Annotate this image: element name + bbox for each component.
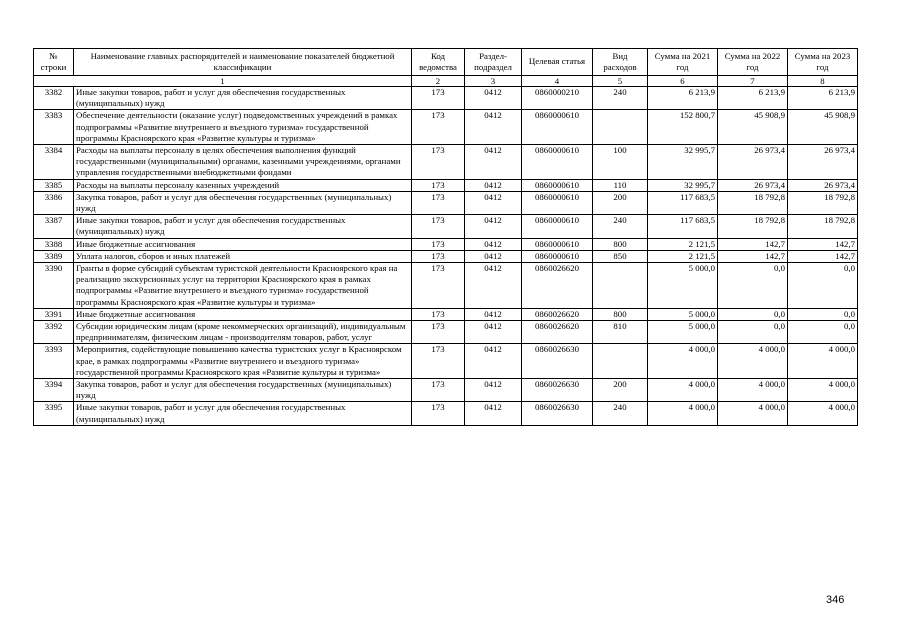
cell-sum-2023: 4 000,0 [788, 379, 858, 402]
cell-name: Иные закупки товаров, работ и услуг для обеспечения государственных (муниципальных) нужд [74, 402, 412, 425]
cell-name: Закупка товаров, работ и услуг для обеспечения государственных (муниципальных) нужд [74, 379, 412, 402]
cell-sum-2023: 45 908,9 [788, 110, 858, 145]
cell-sum-2022: 0,0 [718, 321, 788, 344]
table-body [34, 87, 858, 426]
cell-dept-code: 173 [412, 344, 465, 379]
cell-name: Расходы на выплаты персоналу казенных учреждений [74, 179, 412, 191]
cell-dept-code: 173 [412, 379, 465, 402]
cell-row-no: 3386 [34, 191, 74, 214]
cell-sum-2021: 4 000,0 [648, 344, 718, 379]
cell-name: Расходы на выплаты персоналу в целях обеспечения выполнения функций государственными (муниципальными) органами, казенными учреждениями, органами управления государственными внебюджетными фондами [74, 145, 412, 180]
cell-name: Иные бюджетные ассигнования [74, 238, 412, 250]
budget-table [33, 48, 858, 426]
cell-sum-2022: 26 973,4 [718, 145, 788, 180]
cell-sum-2021: 5 000,0 [648, 263, 718, 309]
cell-dept-code: 173 [412, 87, 465, 110]
cell-row-no: 3385 [34, 179, 74, 191]
cell-target: 0860026630 [522, 344, 593, 379]
cell-dept-code: 173 [412, 215, 465, 238]
table-row [34, 179, 858, 191]
header-dept-code: Код ведомства [412, 49, 465, 76]
cell-name: Обеспечение деятельности (оказание услуг) подведомственных учреждений в рамках подпрограммы «Развитие внутреннего и въездного туризма» государственной программы Красноярского края «Развитие культуры и туризма» [74, 110, 412, 145]
cell-section: 0412 [465, 87, 522, 110]
cell-expense-type: 100 [593, 145, 648, 180]
table-row [34, 191, 858, 214]
header-target: Целевая статья [522, 49, 593, 76]
cell-expense-type: 200 [593, 379, 648, 402]
header-section: Раздел-подраздел [465, 49, 522, 76]
cell-sum-2023: 18 792,8 [788, 191, 858, 214]
table-row [34, 110, 858, 145]
cell-sum-2022: 4 000,0 [718, 379, 788, 402]
cell-row-no: 3388 [34, 238, 74, 250]
cell-sum-2022: 4 000,0 [718, 344, 788, 379]
cell-target: 0860000610 [522, 191, 593, 214]
cell-sum-2023: 4 000,0 [788, 344, 858, 379]
cell-sum-2023: 4 000,0 [788, 402, 858, 425]
cell-target: 0860000610 [522, 250, 593, 262]
cell-dept-code: 173 [412, 110, 465, 145]
cell-expense-type [593, 263, 648, 309]
header-sum-2022: Сумма на 2022 год [718, 49, 788, 76]
cell-name: Иные закупки товаров, работ и услуг для обеспечения государственных (муниципальных) нужд [74, 215, 412, 238]
cell-expense-type: 240 [593, 402, 648, 425]
table-row [34, 145, 858, 180]
cell-expense-type: 240 [593, 87, 648, 110]
cell-sum-2022: 0,0 [718, 263, 788, 309]
cell-section: 0412 [465, 110, 522, 145]
cell-sum-2022: 142,7 [718, 250, 788, 262]
cell-section: 0412 [465, 250, 522, 262]
cell-name: Иные закупки товаров, работ и услуг для обеспечения государственных (муниципальных) нужд [74, 87, 412, 110]
cell-row-no: 3382 [34, 87, 74, 110]
cell-name: Субсидии юридическим лицам (кроме некоммерческих организаций), индивидуальным предпринимателям, физическим лицам - производителям товаров, работ, услуг [74, 321, 412, 344]
table-row [34, 321, 858, 344]
cell-sum-2021: 32 995,7 [648, 145, 718, 180]
cell-row-no: 3394 [34, 379, 74, 402]
header-sum-2023: Сумма на 2023 год [788, 49, 858, 76]
cell-sum-2022: 18 792,8 [718, 215, 788, 238]
cell-name: Уплата налогов, сборов и иных платежей [74, 250, 412, 262]
cell-row-no: 3383 [34, 110, 74, 145]
cell-row-no: 3384 [34, 145, 74, 180]
header-name: Наименование главных распорядителей и наименование показателей бюджетной классификации [74, 49, 412, 76]
header-row-no: № строки [34, 49, 74, 76]
cell-dept-code: 173 [412, 250, 465, 262]
cell-sum-2022: 4 000,0 [718, 402, 788, 425]
cell-sum-2021: 2 121,5 [648, 250, 718, 262]
cell-sum-2023: 0,0 [788, 263, 858, 309]
cell-section: 0412 [465, 379, 522, 402]
cell-row-no: 3393 [34, 344, 74, 379]
cell-sum-2023: 142,7 [788, 250, 858, 262]
cell-dept-code: 173 [412, 238, 465, 250]
cell-sum-2023: 26 973,4 [788, 145, 858, 180]
header-expense-type: Вид расходов [593, 49, 648, 76]
cell-section: 0412 [465, 191, 522, 214]
cell-expense-type: 110 [593, 179, 648, 191]
cell-sum-2021: 4 000,0 [648, 402, 718, 425]
cell-section: 0412 [465, 145, 522, 180]
cell-row-no: 3387 [34, 215, 74, 238]
cell-row-no: 3389 [34, 250, 74, 262]
table-row [34, 402, 858, 425]
cell-sum-2023: 26 973,4 [788, 179, 858, 191]
cell-sum-2022: 6 213,9 [718, 87, 788, 110]
column-number: 4 [522, 76, 593, 87]
cell-target: 0860026630 [522, 402, 593, 425]
cell-target: 0860000610 [522, 179, 593, 191]
cell-name: Закупка товаров, работ и услуг для обеспечения государственных (муниципальных) нужд [74, 191, 412, 214]
cell-sum-2022: 18 792,8 [718, 191, 788, 214]
cell-dept-code: 173 [412, 308, 465, 320]
cell-target: 0860026620 [522, 321, 593, 344]
cell-expense-type: 810 [593, 321, 648, 344]
cell-target: 0860026630 [522, 379, 593, 402]
table-row [34, 250, 858, 262]
cell-target: 0860000610 [522, 238, 593, 250]
cell-sum-2021: 4 000,0 [648, 379, 718, 402]
cell-section: 0412 [465, 344, 522, 379]
cell-target: 0860000610 [522, 145, 593, 180]
cell-dept-code: 173 [412, 402, 465, 425]
cell-row-no: 3395 [34, 402, 74, 425]
table-row [34, 344, 858, 379]
cell-section: 0412 [465, 321, 522, 344]
cell-sum-2021: 152 800,7 [648, 110, 718, 145]
cell-sum-2023: 6 213,9 [788, 87, 858, 110]
cell-row-no: 3392 [34, 321, 74, 344]
column-numbers-row [34, 76, 858, 87]
cell-name: Гранты в форме субсидий субъектам туристской деятельности Красноярского края на реализацию экскурсионных услуг на территории Красноярского края в рамках подпрограммы «Развитие внутреннего и въездного туризма» государственной программы Красноярского края «Развитие культуры и туризма» [74, 263, 412, 309]
cell-section: 0412 [465, 263, 522, 309]
cell-sum-2021: 2 121,5 [648, 238, 718, 250]
page-number: 346 [826, 594, 845, 606]
cell-target: 0860000610 [522, 110, 593, 145]
cell-dept-code: 173 [412, 145, 465, 180]
cell-dept-code: 173 [412, 179, 465, 191]
cell-target: 0860000210 [522, 87, 593, 110]
cell-section: 0412 [465, 308, 522, 320]
cell-expense-type [593, 110, 648, 145]
cell-sum-2023: 142,7 [788, 238, 858, 250]
cell-expense-type: 800 [593, 238, 648, 250]
cell-target: 0860000610 [522, 215, 593, 238]
column-number: 1 [34, 76, 412, 87]
cell-expense-type: 200 [593, 191, 648, 214]
cell-sum-2023: 0,0 [788, 321, 858, 344]
column-number: 5 [593, 76, 648, 87]
cell-target: 0860026620 [522, 308, 593, 320]
table-row [34, 87, 858, 110]
cell-sum-2021: 32 995,7 [648, 179, 718, 191]
cell-sum-2021: 5 000,0 [648, 321, 718, 344]
cell-expense-type: 240 [593, 215, 648, 238]
cell-dept-code: 173 [412, 263, 465, 309]
cell-row-no: 3390 [34, 263, 74, 309]
cell-sum-2022: 45 908,9 [718, 110, 788, 145]
cell-section: 0412 [465, 215, 522, 238]
column-number: 6 [648, 76, 718, 87]
cell-name: Иные бюджетные ассигнования [74, 308, 412, 320]
table-row [34, 263, 858, 309]
cell-sum-2023: 0,0 [788, 308, 858, 320]
column-number: 3 [465, 76, 522, 87]
cell-section: 0412 [465, 402, 522, 425]
cell-expense-type [593, 344, 648, 379]
column-number: 8 [788, 76, 858, 87]
table-row [34, 379, 858, 402]
cell-sum-2021: 117 683,5 [648, 191, 718, 214]
cell-expense-type: 800 [593, 308, 648, 320]
cell-name: Мероприятия, содействующие повышению качества туристских услуг в Красноярском крае, в рамках подпрограммы «Развитие внутреннего и въездного туризма» государственной программы Красноярского края «Развитие культуры и туризма» [74, 344, 412, 379]
table-row [34, 238, 858, 250]
table-row [34, 308, 858, 320]
column-number: 7 [718, 76, 788, 87]
cell-row-no: 3391 [34, 308, 74, 320]
header-sum-2021: Сумма на 2021 год [648, 49, 718, 76]
header-row [34, 49, 858, 76]
cell-section: 0412 [465, 179, 522, 191]
cell-dept-code: 173 [412, 321, 465, 344]
cell-sum-2023: 18 792,8 [788, 215, 858, 238]
cell-expense-type: 850 [593, 250, 648, 262]
cell-sum-2021: 6 213,9 [648, 87, 718, 110]
cell-sum-2022: 26 973,4 [718, 179, 788, 191]
cell-sum-2021: 5 000,0 [648, 308, 718, 320]
cell-sum-2022: 0,0 [718, 308, 788, 320]
cell-dept-code: 173 [412, 191, 465, 214]
column-number: 2 [412, 76, 465, 87]
cell-sum-2021: 117 683,5 [648, 215, 718, 238]
table-header [34, 49, 858, 87]
table-row [34, 215, 858, 238]
cell-section: 0412 [465, 238, 522, 250]
cell-sum-2022: 142,7 [718, 238, 788, 250]
cell-target: 0860026620 [522, 263, 593, 309]
